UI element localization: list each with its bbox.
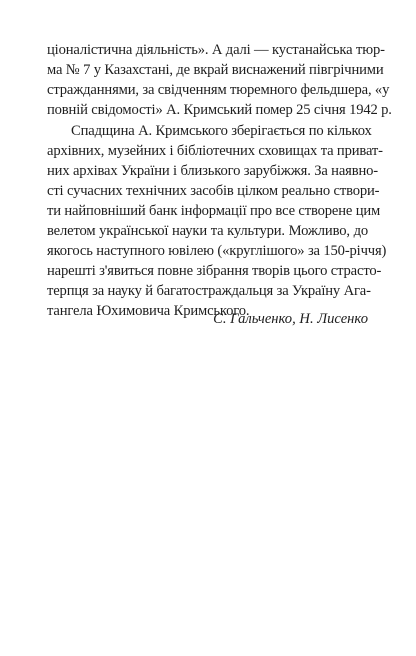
paragraph-1 [47, 40, 392, 120]
text-line: сті сучасних технічних засобів цілком реально створи- [47, 183, 380, 199]
text-line: велетом української науки та культури. Можливо, до [47, 223, 368, 239]
paragraph-2 [47, 121, 387, 321]
text-line: стражданнями, за свідченням тюремного фельдшера, «у [47, 82, 390, 98]
text-line: Спадщина А. Кримського зберігається по кількох [71, 123, 372, 139]
text-line: терпця за науку й багатостраждальця за Україну Ага- [47, 283, 371, 299]
text-line: ма № 7 у Казахстані, де вкрай виснажений півгрічними [47, 62, 384, 78]
text-line: нарешті з'явиться повне зібрання творів цього страсто- [47, 263, 382, 279]
text-line: якогось наступного ювілею («круглішого» за 150-річчя) [47, 243, 387, 259]
text-line: них архівах України і близького зарубіжжя. За наявно- [47, 163, 378, 179]
text-line: ціоналістична діяльність». А далі — кустанайська тюр- [47, 42, 385, 58]
text-line: тангела Юхимовича Кримського. [47, 303, 250, 319]
body-text [47, 40, 392, 321]
text-line: архівних, музейних і бібліотечних сховищах та приват- [47, 143, 383, 159]
text-line: ти найповніший банк інформації про все створене цим [47, 203, 381, 219]
author-signature: С. Гальченко, Н. Лисенко [213, 311, 368, 327]
text-line: повній свідомості» А. Кримський помер 25 січня 1942 р. [47, 102, 392, 118]
